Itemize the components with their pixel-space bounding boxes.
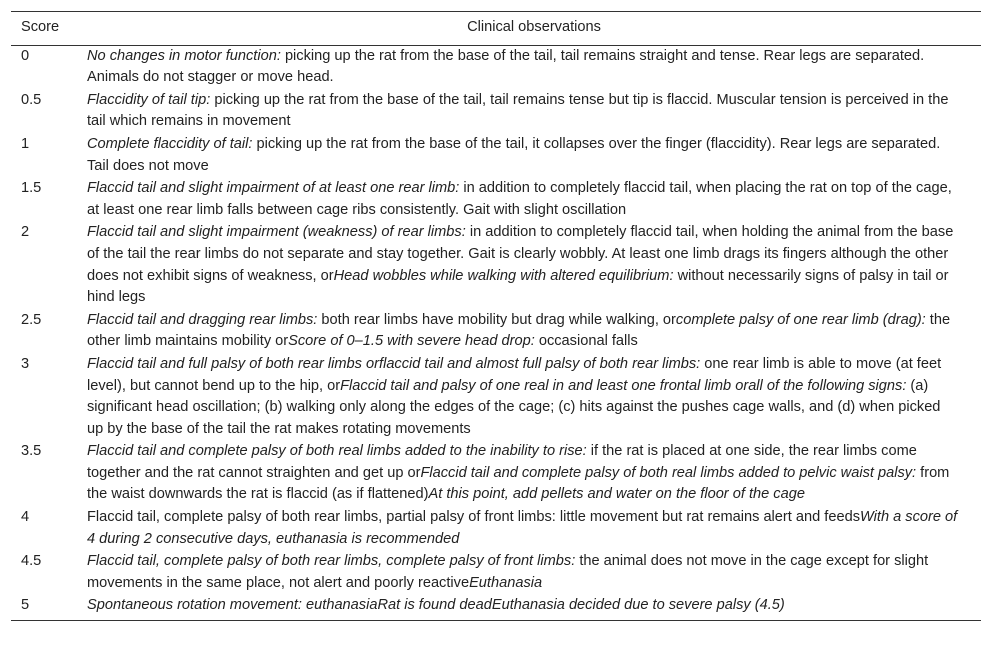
table-row bbox=[11, 45, 981, 90]
clinical-score-table bbox=[11, 11, 981, 621]
observation-italic-text: Flaccid tail and slight impairment of at least one rear limb: bbox=[87, 180, 460, 197]
table-row bbox=[11, 507, 981, 551]
observation-italic-text: Flaccid tail and full palsy of both rear limbs or bbox=[87, 355, 380, 372]
observation-italic-text: complete palsy of one rear limb (drag): bbox=[675, 311, 926, 328]
observation-text: in addition to completely flaccid tail, when placing the rat on top of the cage, at least one rear limb falls between cage ribs consistently. Gait with slight oscillation bbox=[87, 180, 952, 218]
score-cell: 2 bbox=[21, 224, 30, 241]
observation-italic-text: Score of 0–1.5 with severe head drop: bbox=[288, 333, 535, 350]
observation-text: both rear limbs have mobility but drag while walking, or bbox=[317, 311, 676, 328]
observation-italic-text: With a score of 4 during 2 consecutive days, euthanasia is recommended bbox=[87, 509, 958, 547]
observation-cell bbox=[87, 551, 981, 595]
score-cell: 5 bbox=[11, 595, 87, 620]
table-row bbox=[11, 310, 981, 354]
observation-cell bbox=[87, 441, 981, 507]
table-row bbox=[11, 551, 981, 595]
table-row bbox=[11, 178, 981, 222]
observation-italic-text: Flaccid tail and complete palsy of both real limbs added to pelvic waist palsy: bbox=[420, 464, 917, 481]
header-score: Score bbox=[11, 12, 87, 46]
observation-italic-text: Flaccid tail and slight impairment (weakness) of rear limbs: bbox=[87, 224, 466, 241]
table-row bbox=[11, 222, 981, 309]
observation-text: occasional falls bbox=[534, 333, 638, 350]
score-cell: 0.5 bbox=[21, 91, 42, 108]
table-row bbox=[11, 441, 981, 507]
observation-cell bbox=[87, 178, 981, 222]
score-cell: 3 bbox=[21, 355, 30, 372]
observation-text: picking up the rat from the base of the tail, tail remains tense but tip is flaccid. Muscular tension is perceived in the tail which remains in movement bbox=[87, 91, 949, 130]
observation-italic-text: Flaccid tail and palsy of one real in and least one frontal limb or bbox=[340, 377, 749, 394]
observation-text: the other limb maintains mobility or bbox=[87, 311, 951, 350]
table-row bbox=[11, 595, 981, 620]
observation-text: the animal does not move in the cage except for slight movements in the same place, not alert and poorly reactive bbox=[87, 553, 929, 591]
observation-cell bbox=[87, 310, 981, 354]
observation-cell bbox=[87, 222, 981, 309]
observation-cell bbox=[87, 595, 981, 620]
observation-text: (a) significant head oscillation; (b) walking only along the edges of the cage; (c) hits against the pushes cage walls, and (d) when picked up by the base of the tail the rat makes rotating movements bbox=[87, 377, 941, 437]
score-cell: 4 bbox=[21, 509, 30, 526]
observation-cell bbox=[87, 134, 981, 178]
observation-text: one rear limb is able to move (at feet level), but cannot bend up to the hip, or bbox=[87, 355, 942, 394]
observation-italic-text: Spontaneous rotation movement: euthanasia bbox=[87, 597, 378, 614]
header-row bbox=[11, 12, 981, 46]
score-cell: 1 bbox=[21, 135, 30, 152]
observation-italic-text: Rat is found dead bbox=[377, 597, 492, 614]
table-row bbox=[11, 90, 981, 134]
observation-text: picking up the rat from the base of the tail, it collapses over the finger (flaccidity). Rear legs are separated. Tail does not move bbox=[87, 135, 941, 174]
observation-italic-text: Flaccid tail and complete palsy of both real limbs added to the inability to rise: bbox=[87, 443, 587, 460]
score-cell: 3.5 bbox=[21, 443, 42, 460]
observation-italic-text: Flaccid tail and dragging rear limbs: bbox=[87, 311, 318, 328]
observation-italic-text: Euthanasia bbox=[469, 574, 543, 591]
table-row bbox=[11, 134, 981, 178]
score-cell: 4.5 bbox=[21, 553, 42, 570]
header-observations: Clinical observations bbox=[87, 12, 981, 46]
observation-cell bbox=[87, 354, 981, 441]
observation-italic-text: flaccid tail and almost full palsy of both rear limbs: bbox=[379, 355, 701, 372]
observation-text: if the rat is placed at one side, the rear limbs come together and the rat cannot straighten and get up or bbox=[87, 443, 917, 481]
observation-italic-text: Euthanasia decided due to severe palsy (4.5) bbox=[491, 597, 785, 614]
observation-cell bbox=[87, 507, 981, 551]
observation-cell bbox=[87, 45, 981, 90]
table-row bbox=[11, 354, 981, 441]
observation-italic-text: Flaccidity of tail tip: bbox=[87, 91, 211, 108]
observation-text: in addition to completely flaccid tail, when holding the animal from the base of the tail the rear limbs do not separate and stay together. Gait is clearly wobbly. At least one limb drags its fingers although the other does not exhibit signs of weakness, or bbox=[87, 224, 954, 284]
observation-italic-text: No changes in motor function: bbox=[87, 47, 281, 64]
scoring-table-container bbox=[11, 11, 981, 621]
table-body bbox=[11, 45, 981, 620]
score-cell: 2.5 bbox=[21, 311, 42, 328]
table-header bbox=[11, 12, 981, 46]
observation-text: Flaccid tail, complete palsy of both rear limbs, partial palsy of front limbs: little movement but rat remains alert and feeds bbox=[87, 509, 860, 526]
observation-italic-text: Head wobbles while walking with altered equilibrium: bbox=[333, 267, 674, 284]
observation-italic-text: all of the following signs: bbox=[748, 377, 907, 394]
observation-italic-text: Complete flaccidity of tail: bbox=[87, 135, 253, 152]
score-cell: 1.5 bbox=[21, 180, 42, 197]
observation-cell bbox=[87, 90, 981, 134]
observation-text: without necessarily signs of palsy in tail or hind legs bbox=[87, 267, 949, 306]
observation-italic-text: Flaccid tail, complete palsy of both rear limbs, complete palsy of front limbs: bbox=[87, 553, 576, 570]
observation-text: from the waist downwards the rat is flaccid (as if flattened) bbox=[87, 464, 950, 503]
score-cell: 0 bbox=[21, 47, 30, 64]
observation-text: picking up the rat from the base of the tail, tail remains straight and tense. Rear legs are separated. Animals do not stagger or move head. bbox=[87, 47, 925, 86]
observation-italic-text: At this point, add pellets and water on the floor of the cage bbox=[428, 486, 805, 503]
